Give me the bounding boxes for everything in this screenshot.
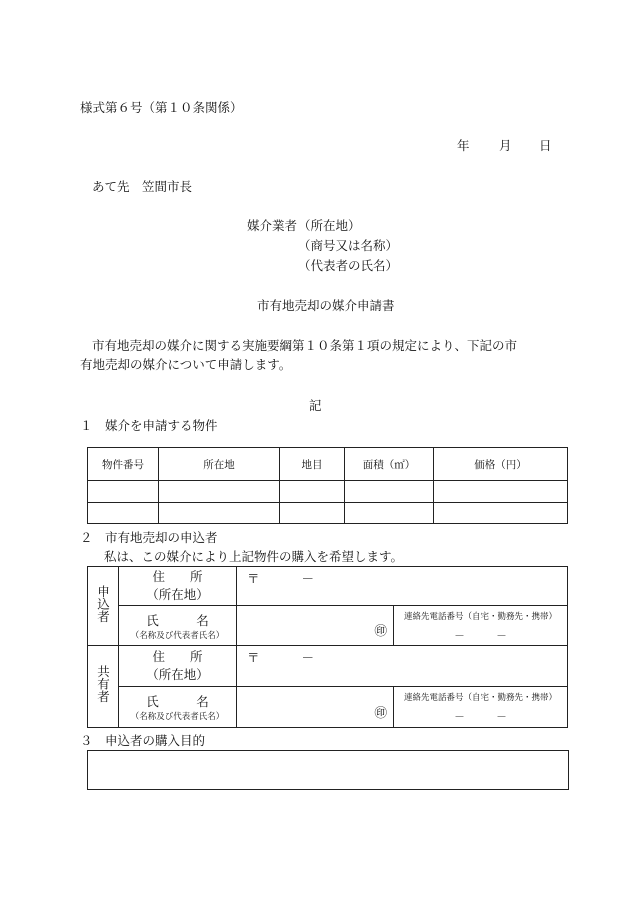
applicant-address-row [88, 567, 568, 606]
applicant-name-row [88, 606, 568, 646]
document-title: 市有地売却の媒介申請書 [257, 298, 395, 313]
col-area: 面積（㎡） [345, 448, 434, 481]
coowner-address-row [88, 646, 568, 687]
date-year[interactable]: 年 [457, 138, 470, 153]
broker-name-label: （商号又は名称） [298, 238, 399, 253]
purchase-purpose-field[interactable] [87, 750, 569, 790]
broker-rep-label: （代表者の氏名） [298, 258, 399, 273]
address-label: 住 所 [152, 649, 203, 664]
seal-mark: ㊞ [374, 705, 387, 720]
address-sub-label: （所在地） [146, 587, 209, 602]
table-row[interactable] [88, 481, 568, 503]
addressee: あて先 笠間市長 [92, 179, 193, 194]
applicant-table [87, 566, 568, 728]
applicant-address-label [119, 567, 237, 606]
postal-mark: 〒 [247, 571, 260, 586]
section3-heading: ３ 申込者の購入目的 [80, 733, 206, 748]
date-day[interactable]: 日 [539, 138, 552, 153]
applicant-label [88, 567, 119, 646]
section2-heading: ２ 市有地売却の申込者 [80, 530, 218, 545]
col-price: 価格（円） [434, 448, 568, 481]
phone-label: 連絡先電話番号（自宅・勤務先・携帯） [403, 612, 557, 622]
applicant-label-text: 申込者 [95, 584, 111, 623]
col-land-category: 地目 [280, 448, 345, 481]
col-property-number: 物件番号 [88, 448, 159, 481]
section1-heading: １ 媒介を申請する物件 [80, 418, 218, 433]
coowner-label [88, 646, 119, 728]
coowner-address-label [119, 646, 237, 687]
name-label: 氏 名 [146, 612, 209, 628]
broker-address-label: （所在地） [298, 218, 361, 233]
date-month[interactable]: 月 [499, 138, 512, 153]
col-location: 所在地 [159, 448, 280, 481]
form-number: 様式第６号（第１０条関係） [80, 100, 243, 115]
address-sub-label: （所在地） [146, 667, 209, 682]
phone-dashes: － － [454, 711, 507, 723]
coowner-phone-field[interactable] [394, 687, 568, 728]
address-label: 住 所 [152, 569, 203, 584]
body-line-1: 市有地売却の媒介に関する実施要綱第１０条第１項の規定により、下記の市 [92, 338, 518, 353]
property-table-header [88, 448, 568, 481]
section2-desc: 私は、この媒介により上記物件の購入を希望します。 [104, 549, 404, 564]
property-table [87, 447, 568, 524]
coowner-name-field[interactable] [237, 687, 394, 728]
phone-label: 連絡先電話番号（自宅・勤務先・携帯） [403, 693, 557, 703]
broker-label: 媒介業者 [247, 218, 298, 233]
coowner-label-text: 共有者 [95, 665, 111, 703]
ki-label: 記 [309, 398, 322, 413]
applicant-name-label [119, 606, 237, 646]
postal-dash: － [301, 650, 314, 665]
phone-dashes: － － [454, 630, 507, 642]
applicant-phone-field[interactable] [394, 606, 568, 646]
applicant-name-field[interactable] [237, 606, 394, 646]
coowner-address-field[interactable] [237, 646, 568, 687]
postal-mark: 〒 [247, 650, 260, 665]
coowner-name-label [119, 687, 237, 728]
name-sub-label: （名称及び代表者氏名） [130, 630, 225, 641]
name-sub-label: （名称及び代表者氏名） [130, 712, 225, 722]
body-line-2: 有地売却の媒介について申請します。 [80, 357, 292, 372]
seal-mark: ㊞ [374, 623, 387, 638]
table-row[interactable] [88, 503, 568, 524]
coowner-name-row [88, 687, 568, 728]
applicant-address-field[interactable] [237, 567, 568, 606]
postal-dash: － [301, 571, 314, 586]
name-label: 氏 名 [146, 694, 209, 709]
